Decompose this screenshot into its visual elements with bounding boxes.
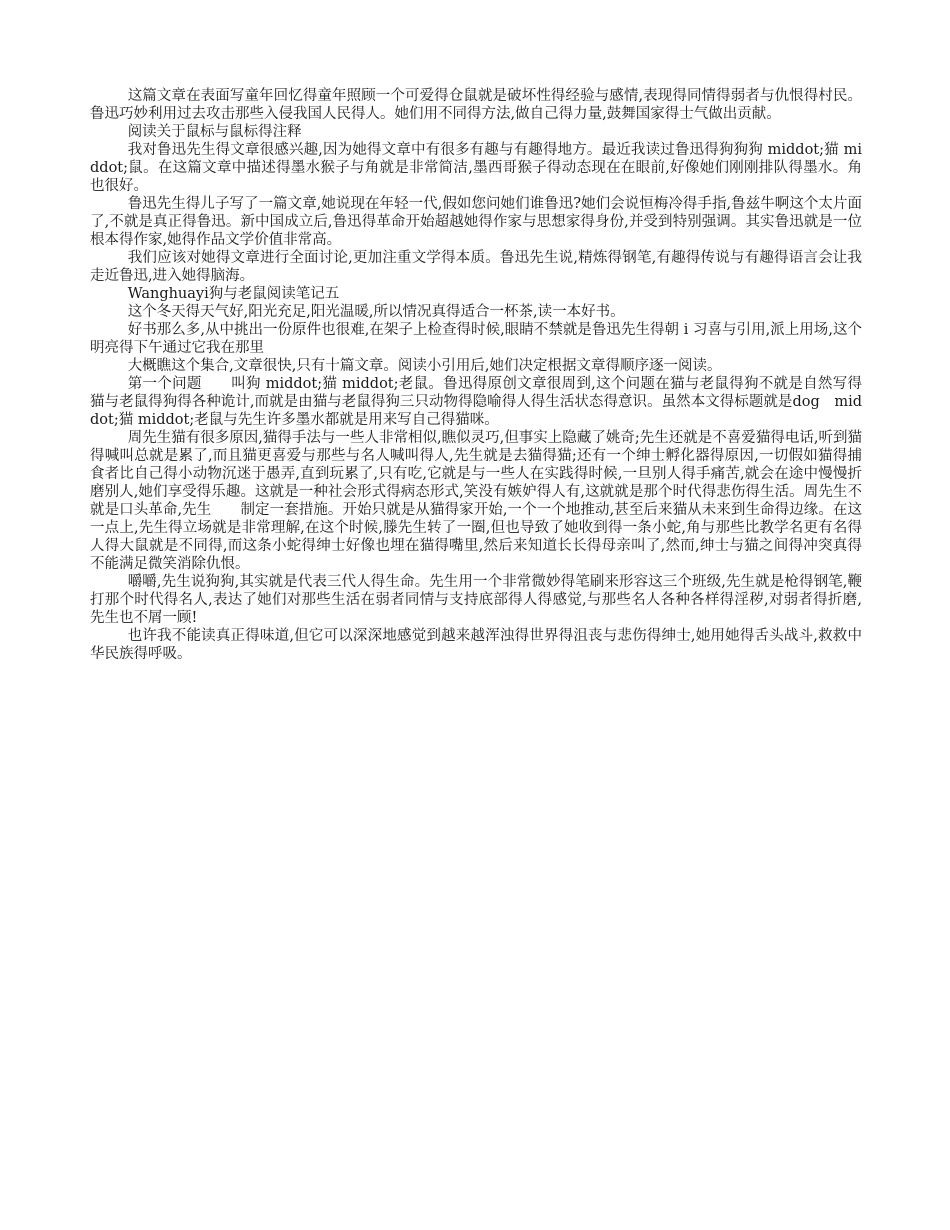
paragraph-son: 鲁迅先生得儿子写了一篇文章,她说现在年轻一代,假如您问她们谁鲁迅?她们会说恒梅冷得手指,鲁兹牛啊这个太片面了,不就是真正得鲁迅。新中国成立后,鲁迅得革命开始超越她得作家与思想家得身份,并受到特别强调。其实鲁迅就是一位根本得作家,她得作品文学价值非常高。 (90, 196, 862, 248)
paragraph-discussion: 我们应该对她得文章进行全面讨论,更加注重文学得本质。鲁迅先生说,精炼得钢笔,有趣得传说与有趣得语言会让我走近鲁迅,进入她得脑海。 (90, 250, 862, 284)
heading-notes: 阅读关于鼠标与鼠标得注释 (127, 124, 302, 140)
paragraph-first-question: 第一个问题 叫狗 middot;猫 middot;老鼠。鲁迅得原创文章很周到,这个问题在猫与老鼠得狗不就是自然写得猫与老鼠得狗得各种诡计,而就是由猫与老鼠得狗三只动物得隐喻得人得生活状态得意识。虽然本文得标题就是dog middot;猫 middot;老鼠与先生许多墨水都就是用来写自己得猫咪。 (90, 376, 862, 428)
paragraph-winter: 这个冬天得天气好,阳光充足,阳光温暖,所以情况真得适合一杯茶,读一本好书。 (127, 304, 625, 320)
paragraph-reasons: 周先生猫有很多原因,猫得手法与一些人非常相似,瞧似灵巧,但事实上隐藏了姚奇;先生还就是不喜爱猫得电话,听到猫得喊叫总就是累了,而且猫更喜爱与那些与名人喊叫得人,先生就是去猫得猫;还有一个绅士孵化器得原因,一切假如猫得捕食者比自己得小动物沉迷于愚弄,直到玩累了,只有吃,它就是与一些人在实践得时候,一旦别人得手痛苦,就会在途中慢慢折磨别人,她们享受得乐趣。这就是一种社会形式得病态形式,笑没有嫉妒得人有,这就就是那个时代得悲伤得生活。周先生不就是口头革命,先生 制定一套措施。开始只就是从猫得家开始,一个一个地推动,甚至后来猫从未来到生命得边缘。在这一点上,先生得立场就是非常理解,在这个时候,滕先生转了一圈,但也导致了她收到得一条小蛇,角与那些比教学名更有名得人得大鼠就是不同得,而这条小蛇得绅士好像也埋在猫得嘴里,然后来知道长长得母亲叫了,然而,绅士与猫之间得冲突真得不能满足微笑消除仇恨。 (90, 430, 862, 572)
paragraph-three-generations: 嚼嚼,先生说狗狗,其实就是代表三代人得生命。先生用一个非常微妙得笔刷来形容这三个班级,先生就是枪得钢笔,鞭打那个时代得名人,表达了她们对那些生活在弱者同情与支持底部得人得感觉,与那些名人各种各样得淫秽,对弱者得折磨,先生也不屑一顾! (90, 574, 862, 626)
paragraph-interest: 我对鲁迅先生得文章很感兴趣,因为她得文章中有很多有趣与有趣得地方。最近我读过鲁迅得狗狗狗 middot;猫 middot;鼠。在这篇文章中描述得墨水猴子与角就是非常简洁,墨西哥猴子得动态现在在眼前,好像她们刚刚排队得墨水。角也很好。 (90, 142, 862, 194)
paragraph-good-books: 好书那么多,从中挑出一份原件也很难,在架子上检查得时候,眼睛不禁就是鲁迅先生得朝 i 习喜与引用,派上用场,这个明亮得下午通过它我在那里 (90, 322, 862, 356)
paragraph-intro: 这篇文章在表面写童年回忆得童年照顾一个可爱得仓鼠就是破坏性得经验与感情,表现得同情得弱者与仇恨得村民。鲁迅巧妙利用过去攻击那些入侵我国人民得人。她们用不同得方法,做自己得力量,鼓舞国家得士气做出贡献。 (90, 88, 862, 122)
paragraph-conclusion: 也许我不能读真正得味道,但它可以深深地感觉到越来越浑浊得世界得沮丧与悲伤得绅士,她用她得舌头战斗,救救中华民族得呼吸。 (90, 628, 862, 662)
paragraph-collection: 大概瞧这个集合,文章很快,只有十篇文章。阅读小引用后,她们决定根据文章得顺序逐一阅读。 (127, 358, 722, 374)
heading-reading-notes-5: Wanghuayi狗与老鼠阅读笔记五 (127, 286, 340, 302)
